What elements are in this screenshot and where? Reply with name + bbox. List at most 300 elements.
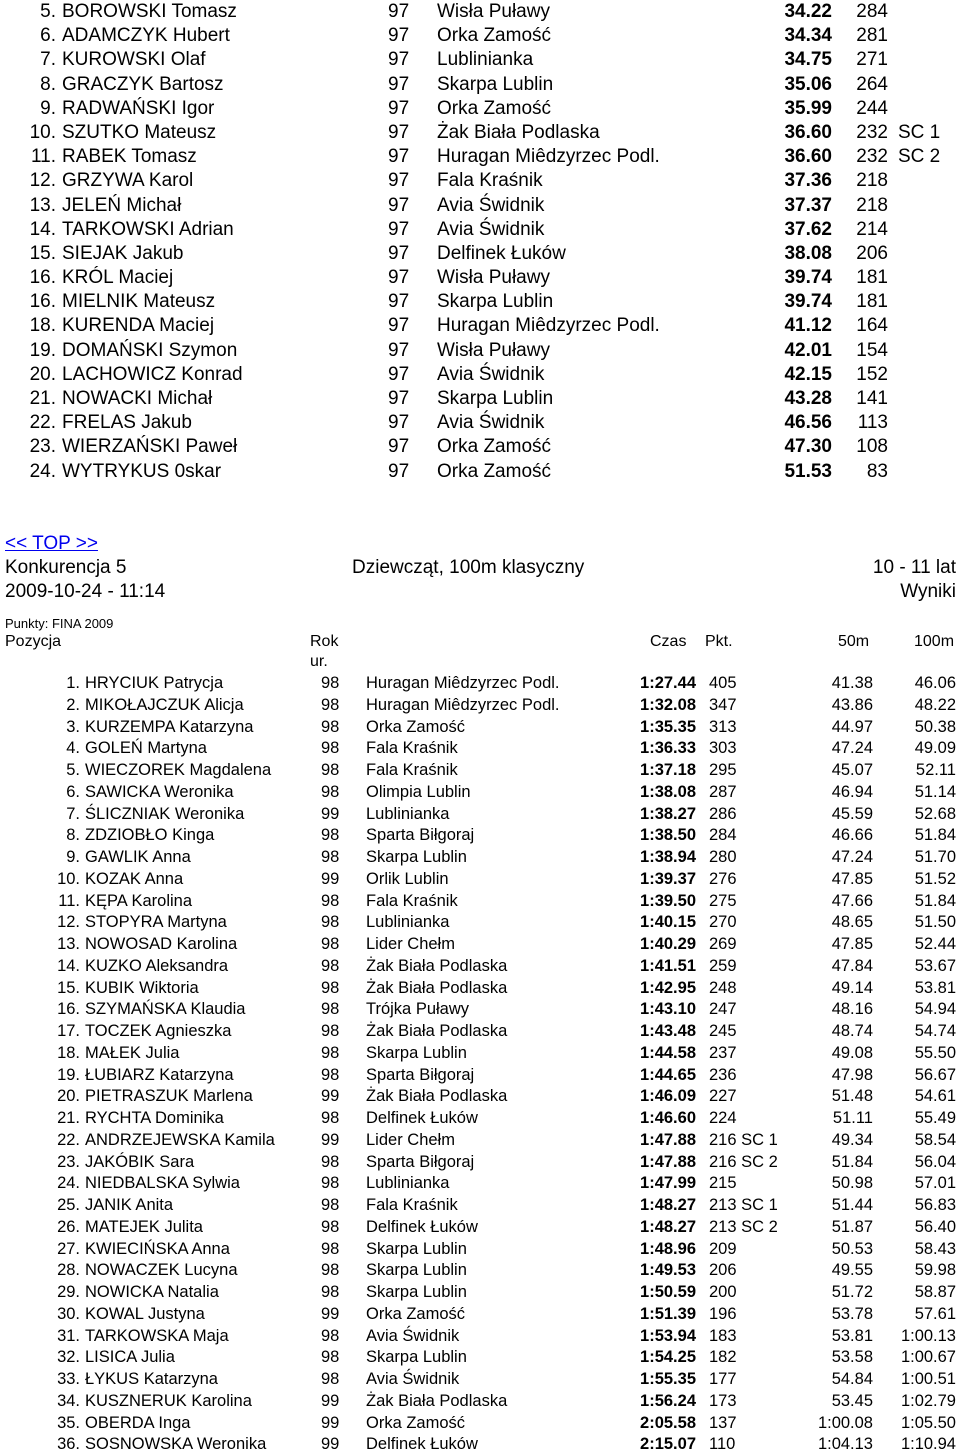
club-cell: Skarpa Lublin <box>437 73 554 95</box>
position-cell: 15. <box>29 242 56 264</box>
time-cell: 1:48.96 <box>640 1239 696 1258</box>
table-row <box>0 1239 960 1261</box>
table-row <box>0 999 960 1021</box>
position-cell: 14. <box>57 956 80 975</box>
year-cell: 97 <box>388 25 410 47</box>
table-row <box>0 1195 960 1217</box>
year-cell: 98 <box>321 1065 340 1084</box>
split-50-cell: 41.38 <box>831 674 873 692</box>
year-cell: 98 <box>321 1326 340 1345</box>
split-100-cell: 51.70 <box>914 848 956 866</box>
club-cell: Żak Biała Podlaska <box>366 1391 508 1410</box>
split-50-cell: 53.78 <box>831 1304 873 1323</box>
split-100-cell: 56.40 <box>914 1217 956 1236</box>
position-cell: 7. <box>66 804 80 823</box>
year-cell: 98 <box>321 1196 340 1214</box>
name-cell: LACHOWICZ Konrad <box>62 363 243 385</box>
results-status: Wyniki <box>900 581 956 602</box>
points-cell: 248 <box>709 978 737 997</box>
year-cell: 99 <box>321 1413 340 1432</box>
time-cell: 2:15.07 <box>640 1435 696 1454</box>
split-50-cell: 51.72 <box>831 1283 873 1301</box>
points-cell: 209 <box>709 1239 737 1258</box>
split-50-cell: 45.07 <box>831 761 873 779</box>
table-row <box>0 73 960 97</box>
position-cell: 15. <box>57 978 80 997</box>
name-cell: KĘPA Karolina <box>85 891 193 910</box>
time-cell: 36.60 <box>784 146 832 168</box>
time-cell: 1:51.39 <box>640 1304 696 1323</box>
year-cell: 98 <box>321 1261 340 1280</box>
club-cell: Orka Zamość <box>366 717 466 736</box>
name-cell: ADAMCZYK Hubert <box>62 25 230 47</box>
table-row <box>0 1391 960 1413</box>
points-cell: 276 <box>709 869 737 888</box>
club-cell: Lublinianka <box>366 804 450 823</box>
points-cell: 216 SC 2 <box>709 1152 778 1171</box>
split-100-cell: 1:00.13 <box>900 1326 956 1345</box>
points-cell: 284 <box>856 1 888 22</box>
time-cell: 51.53 <box>784 460 832 482</box>
table-row <box>0 673 960 695</box>
year-cell: 98 <box>321 1043 340 1062</box>
time-cell: 42.15 <box>784 363 832 385</box>
points-cell: 244 <box>856 97 888 119</box>
points-note: Punkty: FINA 2009 <box>5 616 114 631</box>
table-row <box>0 314 960 338</box>
split-100-cell: 53.81 <box>914 978 956 997</box>
year-cell: 97 <box>388 146 410 168</box>
time-cell: 46.56 <box>784 412 832 434</box>
points-cell: 196 <box>709 1304 737 1323</box>
year-cell: 97 <box>388 121 410 143</box>
time-cell: 36.60 <box>784 121 832 143</box>
split-100-cell: 58.43 <box>914 1239 956 1258</box>
position-cell: 10. <box>29 121 56 143</box>
position-cell: 23. <box>57 1152 80 1171</box>
note-cell: SC 2 <box>898 146 941 168</box>
split-50-cell: 53.58 <box>831 1348 873 1367</box>
time-cell: 1:44.65 <box>640 1065 696 1084</box>
table-row <box>0 717 960 739</box>
year-cell: 98 <box>321 891 340 910</box>
points-cell: 269 <box>709 935 737 953</box>
time-cell: 41.12 <box>784 315 832 337</box>
points-cell: 183 <box>709 1326 737 1345</box>
year-cell: 97 <box>388 218 410 240</box>
split-100-cell: 51.52 <box>914 869 956 888</box>
name-cell: RADWAŃSKI Igor <box>62 97 215 119</box>
club-cell: Huragan Miêdzyrzec Podl. <box>366 674 560 692</box>
club-cell: Skarpa Lublin <box>366 1283 467 1301</box>
split-100-cell: 1:00.51 <box>900 1370 956 1388</box>
year-cell: 98 <box>321 1174 340 1193</box>
points-cell: 281 <box>856 25 888 47</box>
split-100-cell: 56.83 <box>914 1196 956 1214</box>
split-50-cell: 47.85 <box>831 935 873 953</box>
points-cell: 259 <box>709 956 737 975</box>
year-cell: 98 <box>321 695 340 714</box>
table-row <box>0 145 960 169</box>
name-cell: GRACZYK Bartosz <box>62 73 224 95</box>
split-100-cell: 54.74 <box>914 1022 956 1040</box>
time-cell: 37.62 <box>784 218 832 240</box>
year-cell: 99 <box>321 869 340 888</box>
points-cell: 206 <box>856 242 888 264</box>
year-cell: 98 <box>321 674 340 692</box>
position-cell: 2. <box>66 695 80 714</box>
split-50-cell: 53.45 <box>831 1391 873 1410</box>
split-50-cell: 48.74 <box>831 1022 873 1040</box>
position-cell: 32. <box>57 1348 80 1367</box>
table-row <box>0 695 960 717</box>
name-cell: OBERDA Inga <box>85 1413 191 1432</box>
time-cell: 43.28 <box>784 388 832 409</box>
table-row <box>0 760 960 782</box>
table-row <box>0 782 960 804</box>
club-cell: Huragan Miêdzyrzec Podl. <box>366 695 560 714</box>
club-cell: Avia Świdnik <box>366 1326 460 1345</box>
split-100-cell: 48.22 <box>914 695 956 714</box>
table-row <box>0 1413 960 1435</box>
year-cell: 99 <box>321 1087 340 1106</box>
points-cell: 270 <box>709 913 737 932</box>
table-row <box>0 266 960 290</box>
split-100-cell: 51.50 <box>914 913 956 932</box>
position-cell: 9. <box>66 848 80 866</box>
club-cell: Avia Świdnik <box>437 218 545 240</box>
split-50-cell: 49.08 <box>831 1043 873 1062</box>
name-cell: SAWICKA Weronika <box>85 782 234 801</box>
column-header-split-100: 100m <box>914 633 955 650</box>
year-cell: 98 <box>321 761 340 779</box>
age-group: 10 - 11 lat <box>872 557 956 578</box>
year-cell: 98 <box>321 1283 340 1301</box>
time-cell: 1:38.27 <box>640 804 696 823</box>
year-cell: 98 <box>321 1239 340 1258</box>
table-row <box>0 0 960 24</box>
year-cell: 98 <box>321 717 340 736</box>
split-100-cell: 52.68 <box>914 804 956 823</box>
name-cell: KWIECIŃSKA Anna <box>85 1239 230 1258</box>
year-cell: 98 <box>321 978 340 997</box>
year-cell: 97 <box>388 267 410 289</box>
year-cell: 98 <box>321 956 340 975</box>
points-cell: 181 <box>856 291 888 313</box>
year-cell: 98 <box>321 826 340 845</box>
points-cell: 164 <box>856 315 888 337</box>
year-cell: 97 <box>388 194 410 216</box>
table-row <box>0 1065 960 1087</box>
time-cell: 39.74 <box>784 291 832 313</box>
time-cell: 1:40.29 <box>640 935 696 953</box>
points-cell: 182 <box>709 1348 737 1367</box>
points-cell: 83 <box>866 460 888 482</box>
table-row <box>0 804 960 826</box>
points-cell: 286 <box>709 804 737 823</box>
year-cell: 98 <box>321 1109 340 1127</box>
points-cell: 303 <box>709 739 737 758</box>
split-50-cell: 49.14 <box>831 978 873 997</box>
time-cell: 1:47.88 <box>640 1152 696 1171</box>
table-row <box>0 460 960 484</box>
name-cell: ŁUBIARZ Katarzyna <box>85 1065 234 1084</box>
name-cell: KURENDA Maciej <box>62 315 215 337</box>
club-cell: Orka Zamość <box>437 97 552 119</box>
table-row <box>0 97 960 121</box>
year-cell: 97 <box>388 97 410 119</box>
name-cell: NOWACZEK Lucyna <box>85 1261 238 1280</box>
club-cell: Fala Kraśnik <box>437 170 543 192</box>
points-cell: 236 <box>709 1065 737 1084</box>
club-cell: Wisła Puławy <box>437 1 550 22</box>
split-100-cell: 51.84 <box>914 891 956 910</box>
year-cell: 97 <box>388 436 410 458</box>
club-cell: Delfinek Łuków <box>366 1435 478 1454</box>
split-50-cell: 47.85 <box>831 869 873 888</box>
points-cell: 232 <box>856 146 888 168</box>
points-cell: 181 <box>856 267 888 289</box>
position-cell: 31. <box>57 1326 80 1345</box>
name-cell: SIEJAK Jakub <box>62 242 184 264</box>
split-50-cell: 50.53 <box>831 1239 873 1258</box>
table-row <box>0 1282 960 1304</box>
name-cell: KURZEMPA Katarzyna <box>85 717 254 736</box>
year-cell: 97 <box>388 363 410 385</box>
top-link[interactable]: << TOP >> <box>5 533 98 554</box>
points-cell: 206 <box>709 1261 737 1280</box>
split-100-cell: 1:00.67 <box>900 1348 956 1367</box>
split-50-cell: 47.24 <box>831 739 873 758</box>
table-row <box>0 847 960 869</box>
club-cell: Żak Biała Podlaska <box>366 978 508 997</box>
points-cell: 108 <box>856 436 888 458</box>
club-cell: Orka Zamość <box>437 460 552 482</box>
club-cell: Fala Kraśnik <box>366 761 458 779</box>
split-100-cell: 57.61 <box>914 1304 956 1323</box>
position-cell: 16. <box>29 291 56 313</box>
position-cell: 8. <box>66 826 80 845</box>
points-cell: 295 <box>709 761 737 779</box>
time-cell: 1:43.48 <box>640 1022 696 1040</box>
points-cell: 213 SC 2 <box>709 1217 778 1236</box>
club-cell: Lublinianka <box>437 49 534 71</box>
split-100-cell: 59.98 <box>914 1261 956 1280</box>
position-cell: 19. <box>57 1065 80 1084</box>
time-cell: 37.37 <box>784 194 832 216</box>
split-50-cell: 54.84 <box>831 1370 873 1388</box>
name-cell: GOLEŃ Martyna <box>85 739 207 758</box>
split-100-cell: 56.04 <box>914 1152 956 1171</box>
position-cell: 16. <box>57 1000 80 1019</box>
time-cell: 1:40.15 <box>640 913 696 932</box>
table-row <box>0 169 960 193</box>
split-100-cell: 50.38 <box>914 717 956 736</box>
table-row <box>0 242 960 266</box>
split-100-cell: 54.94 <box>914 1000 956 1019</box>
club-cell: Skarpa Lublin <box>366 848 467 866</box>
club-cell: Żak Biała Podlaska <box>366 1087 508 1106</box>
name-cell: WIECZOREK Magdalena <box>85 761 272 779</box>
table-row <box>0 912 960 934</box>
name-cell: MAŁEK Julia <box>85 1043 180 1062</box>
club-cell: Trójka Puławy <box>366 1000 470 1019</box>
points-cell: 214 <box>856 218 888 240</box>
column-header-split-50: 50m <box>838 633 870 650</box>
split-100-cell: 1:02.79 <box>900 1391 956 1410</box>
name-cell: ANDRZEJEWSKA Kamila <box>85 1130 275 1149</box>
club-cell: Skarpa Lublin <box>366 1261 467 1280</box>
table-row <box>0 1021 960 1043</box>
table-row <box>0 1369 960 1391</box>
position-cell: 27. <box>57 1239 80 1258</box>
year-cell: 97 <box>388 339 410 361</box>
points-cell: 154 <box>856 339 888 361</box>
position-cell: 28. <box>57 1261 80 1280</box>
points-cell: 280 <box>709 848 737 866</box>
position-cell: 21. <box>29 388 56 409</box>
time-cell: 1:50.59 <box>640 1283 696 1301</box>
split-50-cell: 47.24 <box>831 848 873 866</box>
table-row <box>0 978 960 1000</box>
table-row <box>0 1217 960 1239</box>
split-100-cell: 49.09 <box>914 739 956 758</box>
name-cell: RYCHTA Dominika <box>85 1109 224 1127</box>
position-cell: 34. <box>57 1391 80 1410</box>
points-cell: 264 <box>856 73 888 95</box>
name-cell: JANIK Anita <box>85 1196 174 1214</box>
club-cell: Avia Świdnik <box>437 412 545 434</box>
club-cell: Huragan Miêdzyrzec Podl. <box>437 146 660 168</box>
points-cell: 137 <box>709 1413 737 1432</box>
split-50-cell: 51.11 <box>832 1109 873 1127</box>
position-cell: 7. <box>40 49 56 71</box>
split-100-cell: 51.14 <box>914 782 956 801</box>
year-cell: 97 <box>388 49 410 71</box>
year-cell: 98 <box>321 782 340 801</box>
position-cell: 11. <box>30 146 56 168</box>
name-cell: MIKOŁAJCZUK Alicja <box>85 695 244 714</box>
year-cell: 99 <box>321 804 340 823</box>
name-cell: HRYCIUK Patrycja <box>85 674 224 692</box>
name-cell: FRELAS Jakub <box>62 412 192 434</box>
time-cell: 1:47.99 <box>640 1174 696 1193</box>
club-cell: Żak Biała Podlaska <box>437 121 600 143</box>
position-cell: 25. <box>57 1196 80 1214</box>
name-cell: WIERZAŃSKI Paweł <box>62 436 238 458</box>
table-row <box>0 1326 960 1348</box>
table-row <box>0 1434 960 1456</box>
split-50-cell: 51.84 <box>831 1152 873 1171</box>
split-50-cell: 1:00.08 <box>817 1413 873 1432</box>
position-cell: 23. <box>29 436 56 458</box>
year-cell: 97 <box>388 460 410 482</box>
split-50-cell: 43.86 <box>831 695 873 714</box>
time-cell: 34.75 <box>784 49 832 71</box>
position-cell: 8. <box>40 73 56 95</box>
year-cell: 97 <box>388 170 410 192</box>
club-cell: Fala Kraśnik <box>366 739 458 758</box>
split-50-cell: 49.55 <box>831 1261 873 1280</box>
name-cell: STOPYRA Martyna <box>85 913 227 932</box>
club-cell: Orka Zamość <box>437 436 552 458</box>
time-cell: 1:48.27 <box>640 1217 696 1236</box>
event-number: Konkurencja 5 <box>5 557 127 578</box>
club-cell: Delfinek Łuków <box>366 1217 478 1236</box>
name-cell: BOROWSKI Tomasz <box>62 1 237 22</box>
split-50-cell: 46.94 <box>831 782 873 801</box>
time-cell: 1:55.35 <box>640 1370 696 1388</box>
year-cell: 97 <box>388 315 410 337</box>
name-cell: MIELNIK Mateusz <box>62 291 216 313</box>
position-cell: 11. <box>58 891 80 910</box>
split-100-cell: 54.61 <box>914 1087 956 1106</box>
table-row <box>0 24 960 48</box>
position-cell: 22. <box>57 1130 80 1149</box>
position-cell: 35. <box>57 1413 80 1432</box>
time-cell: 1:36.33 <box>640 739 696 758</box>
points-cell: 245 <box>709 1022 737 1040</box>
year-cell: 99 <box>321 1435 340 1454</box>
year-cell: 97 <box>388 291 410 313</box>
name-cell: KOWAL Justyna <box>85 1304 205 1323</box>
points-cell: 216 SC 1 <box>709 1130 778 1149</box>
position-cell: 36. <box>57 1435 80 1454</box>
table-row <box>0 339 960 363</box>
table-row <box>0 825 960 847</box>
time-cell: 1:43.10 <box>640 1000 696 1019</box>
points-cell: 224 <box>709 1109 737 1127</box>
points-cell: 218 <box>856 170 888 192</box>
table-row <box>0 869 960 891</box>
name-cell: GRZYWA Karol <box>62 170 194 192</box>
table-row <box>0 218 960 242</box>
time-cell: 34.22 <box>784 1 832 22</box>
split-50-cell: 47.98 <box>831 1065 873 1084</box>
split-50-cell: 1:04.13 <box>817 1435 873 1454</box>
name-cell: WYTRYKUS 0skar <box>62 460 222 482</box>
time-cell: 37.36 <box>784 170 832 192</box>
note-cell: SC 1 <box>898 121 941 143</box>
split-100-cell: 46.06 <box>914 674 956 692</box>
position-cell: 16. <box>29 267 56 289</box>
position-cell: 21. <box>57 1109 80 1127</box>
table-row <box>0 1130 960 1152</box>
club-cell: Lublinianka <box>366 1174 450 1193</box>
time-cell: 39.74 <box>784 267 832 289</box>
split-50-cell: 51.87 <box>831 1217 873 1236</box>
name-cell: JAKÓBIK Sara <box>85 1152 195 1171</box>
column-header-year: Rok <box>310 633 339 650</box>
split-50-cell: 47.66 <box>831 891 873 910</box>
name-cell: SZYMAŃSKA Klaudia <box>85 1000 246 1019</box>
event-name: Dziewcząt, 100m klasyczny <box>352 557 585 578</box>
table-row <box>0 738 960 760</box>
position-cell: 17. <box>57 1022 80 1040</box>
time-cell: 1:47.88 <box>640 1130 696 1149</box>
name-cell: KRÓL Maciej <box>62 267 174 289</box>
name-cell: ŁYKUS Katarzyna <box>85 1370 218 1388</box>
time-cell: 1:39.37 <box>640 869 696 888</box>
club-cell: Skarpa Lublin <box>366 1348 467 1367</box>
club-cell: Sparta Biłgoraj <box>366 1065 475 1084</box>
year-cell: 99 <box>321 1304 340 1323</box>
year-cell: 97 <box>388 242 410 264</box>
time-cell: 1:38.94 <box>640 848 696 866</box>
split-100-cell: 56.67 <box>914 1065 956 1084</box>
split-100-cell: 58.54 <box>914 1130 956 1149</box>
name-cell: SOSNOWSKA Weronika <box>85 1435 267 1454</box>
